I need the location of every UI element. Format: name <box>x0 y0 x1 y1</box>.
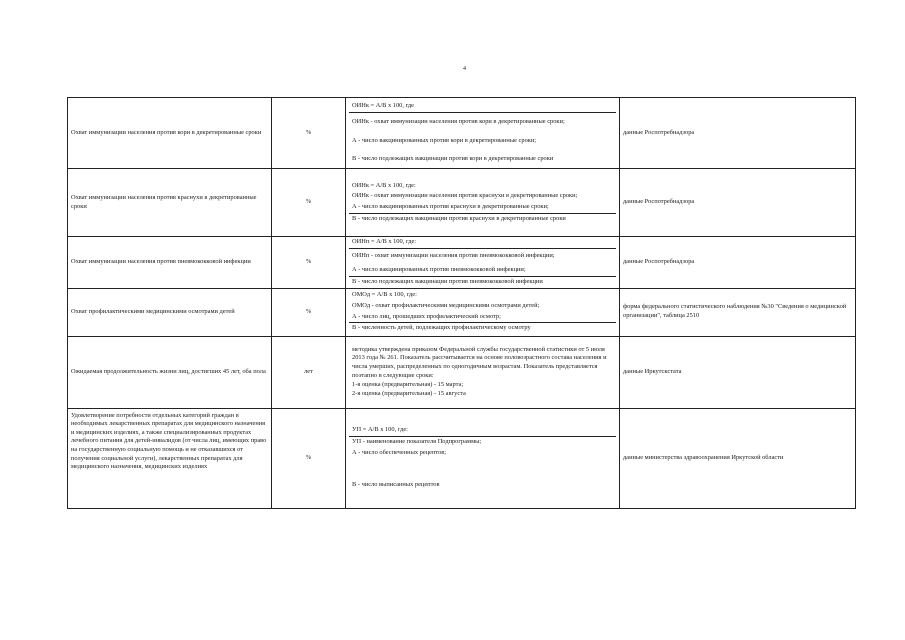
unit: % <box>272 288 346 336</box>
indicator-name: Охват иммунизации населения против краснухи в декретированные сроки <box>68 169 272 237</box>
formula-line: В - численность детей, подлежащих профилактическому осмотру <box>352 324 531 332</box>
table-row <box>68 336 856 408</box>
formula-cell <box>346 336 620 408</box>
formula-title: ОМОд = А/В х 100, где: <box>352 291 417 299</box>
indicator-name: Охват профилактическими медицинскими осмотрами детей <box>68 288 272 336</box>
formula-line: ОИНп - охват иммунизации населения против пневмококковой инфекции; <box>352 251 555 259</box>
formula-line: А - число обеспеченных рецептов; <box>352 448 447 456</box>
formula-line: ОИНк - охват иммунизации населения против краснухи в декретированные сроки; <box>352 192 578 200</box>
formula-cell <box>346 288 620 336</box>
formula-line: ОИНк - охват иммунизации населения против кори в декретированные сроки; <box>352 117 565 125</box>
indicator-name: Охват иммунизации населения против кори в декретированные сроки <box>68 98 272 169</box>
formula-line: А - число вакцинированных против кори в декретированные сроки; <box>352 136 537 144</box>
indicator-name: Ожидаемая продолжительность жизни лиц, достигших 45 лет, оба пола <box>68 336 272 408</box>
formula-line: 1-я оценка (предварительная) - 15 марта; <box>352 381 464 389</box>
data-source: данные Роспотребнадзора <box>620 169 856 237</box>
formula-line: А - число вакцинированных против пневмококковой инфекции; <box>349 265 616 277</box>
data-source: форма федерального статистического наблюдения №30 "Сведения о медицинской организации", таблица 2510 <box>620 288 856 336</box>
formula-title: ОИНк = А/В х 100, где <box>349 101 616 113</box>
formula-cell <box>346 169 620 237</box>
unit: % <box>272 237 346 289</box>
formula-line: В - число подлежащих вакцинации против пневмококковой инфекции <box>352 277 543 285</box>
data-source: данные министерства здравоохранения Иркутской области <box>620 408 856 508</box>
table-row <box>68 408 856 508</box>
indicator-name: Охват иммунизации населения против пневмококковой инфекции <box>68 237 272 289</box>
unit: лет <box>272 336 346 408</box>
unit: % <box>272 408 346 508</box>
formula-text: методика утверждена приказом Федеральной службы государственной статистики от 5 июля 2013 года № 261. Показатель рассчитывается на основе половозрастного состава населения и числа умерших, распределенных по одногодичным возрастам. Показатель представляется поэтапно в следующие сроки: <box>352 345 607 379</box>
formula-cell <box>346 98 620 169</box>
data-source: данные Роспотребнадзора <box>620 98 856 169</box>
formula-line: А - число лиц, прошедших профилактический осмотр; <box>349 312 616 324</box>
data-source: данные Иркутскстата <box>620 336 856 408</box>
indicator-name: Удовлетворение потребности отдельных категорий граждан в необходимых лекарственных препаратах для медицинского назначения и медицинских изделиях, а также специализированных продуктах лечебного питания для детей-инвалидов (от числа лиц, имеющих право на государственную социальную помощь и не отказавшихся от получения социальной услуги), лекарственных препаратах для медицинского назначения, медицинских изделиях <box>68 408 272 508</box>
formula-title: УП = А/В х 100, где: <box>349 425 616 437</box>
table-row <box>68 288 856 336</box>
formula-line: 2-я оценка (предварительная) - 15 августа <box>352 389 466 397</box>
formula-line: УП - наименование показателя Подпрограммы; <box>352 437 482 445</box>
indicators-table <box>67 97 856 509</box>
formula-line: В - число выписанных рецептов <box>352 481 440 489</box>
formula-cell <box>346 408 620 508</box>
table-row <box>68 237 856 289</box>
table-row <box>68 98 856 169</box>
page-number: 4 <box>463 66 466 72</box>
table-row <box>68 169 856 237</box>
formula-title: ОИНк = А/В х 100, где: <box>352 181 416 189</box>
unit: % <box>272 169 346 237</box>
data-source: данные Роспотребнадзора <box>620 237 856 289</box>
formula-line: В - число подлежащих вакцинации против краснухи в декретированные сроки <box>352 214 566 222</box>
formula-cell <box>346 237 620 289</box>
unit: % <box>272 98 346 169</box>
formula-title: ОИНп = А/В х 100, где: <box>349 237 616 249</box>
formula-line: ОМОд - охват профилактическими медицинскими осмотрами детей; <box>352 301 540 309</box>
formula-line: В - число подлежащих вакцинации против кори в декретированные сроки <box>352 155 554 163</box>
formula-line: А - число вакцинированных против краснухи в декретированные сроки; <box>349 202 616 214</box>
